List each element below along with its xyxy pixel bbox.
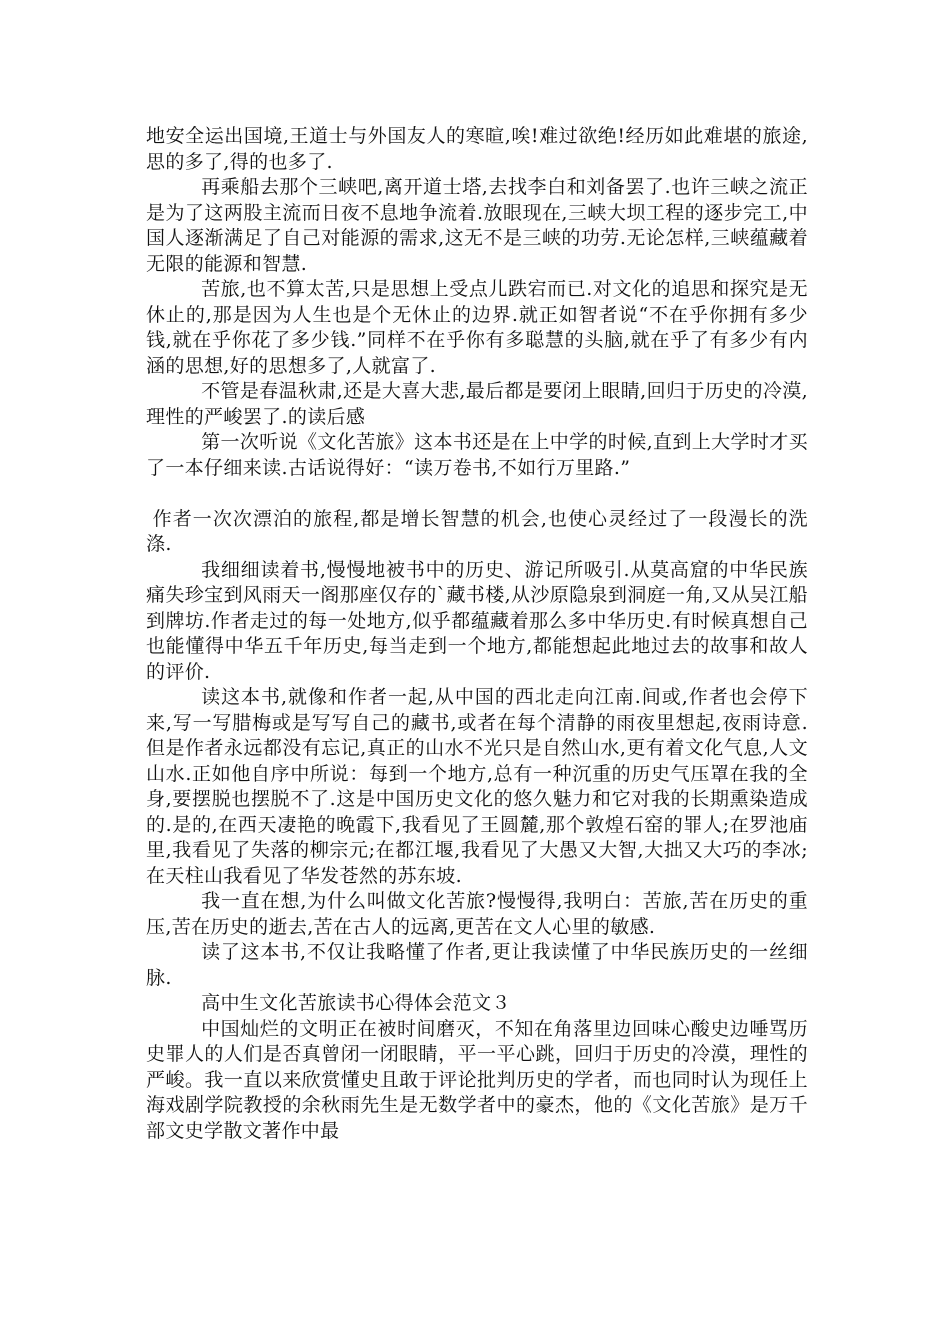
paragraph-continuation: 地安全运出国境,王道士与外国友人的寒暄,唉!难过欲绝!经历如此难堪的旅途,思的多了,得的也多了. <box>146 125 808 173</box>
paragraph-bitter-journey: 苦旅,也不算太苦,只是思想上受点儿跌宕而已.对文化的追思和探究是无休止的,那是因为人生也是个无休止的边界.就正如智者说“不在乎你拥有多少钱,就在乎你花了多少钱.”同样不在乎你有多聪慧的头脑,就在乎了有多少有内涵的思想,好的思想多了,人就富了. <box>146 278 808 377</box>
section-heading: 高中生文化苦旅读书心得体会范文３ <box>201 992 511 1014</box>
blank-line <box>146 481 808 507</box>
paragraph-after-reading: 读了这本书,不仅让我略懂了作者,更让我读懂了中华民族历史的一丝细脉. <box>146 941 808 989</box>
paragraph-three-gorges: 再乘船去那个三峡吧,离开道士塔,去找李白和刘备罢了.也许三峡之流正是为了这两股主流而日夜不息地争流着.放眼现在,三峡大坝工程的逐步完工,中国人逐渐满足了自己对能源的需求,这无不是三峡的功劳.无论怎样,三峡蕴藏着无限的能源和智慧. <box>146 176 808 275</box>
paragraph-reading-book: 读这本书,就像和作者一起,从中国的西北走向江南.间或,作者也会停下来,写一写腊梅或是写写自己的藏书,或者在每个清静的雨夜里想起,夜雨诗意.但是作者永远都没有忘记,真正的山水不光只是自然山水,更有着文化气息,人文山水.正如他自序中所说：每到一个地方,总有一种沉重的历史气压罩在我的全身,要摆脱也摆脱不了.这是中国历史文化的悠久魅力和它对我的长期熏染造成的.是的,在西天凄艳的晚霞下,我看见了王圆麓,那个敦煌石窑的罪人;在罗池庙里,我看见了失落的柳宗元;在都江堰,我看见了大愚又大智,大拙又大巧的李冰;在天柱山我看见了华发苍然的苏东坡. <box>146 686 808 887</box>
paragraph-first-heard: 第一次听说《文化苦旅》这本书还是在上中学的时候,直到上大学时才买了一本仔细来读.古话说得好：“读万卷书,不如行万里路.” <box>146 431 808 479</box>
paragraph-civilization: 中国灿烂的文明正在被时间磨灭，不知在角落里边回味心酸史边唾骂历史罪人的人们是否真曾闭一闭眼睛，平一平心跳，回归于历史的冷漠，理性的严峻。我一直以来欣赏懂史且敢于评论批判历史的学者，而也同时认为现任上海戏剧学院教授的余秋雨先生是无数学者中的豪杰，他的《文化苦旅》是万千部文史学散文著作中最 <box>146 1017 808 1142</box>
document-body <box>146 124 808 1144</box>
paragraph-why-bitter: 我一直在想,为什么叫做文化苦旅?慢慢得,我明白：苦旅,苦在历史的重压,苦在历史的逝去,苦在古人的远离,更苦在文人心里的敏感. <box>146 890 808 938</box>
paragraph-reading-carefully: 我细细读着书,慢慢地被书中的历史、游记所吸引.从莫高窟的中华民族痛失珍宝到风雨天一阁那座仅存的`藏书楼,从沙原隐泉到洞庭一角,又从吴江船到牌坊.作者走过的每一处地方,似乎都蕴藏着那么多中华历史.有时候真想自己也能懂得中华五千年历史,每当走到一个地方,都能想起此地过去的故事和故人的评价. <box>146 558 808 683</box>
paragraph-spring-autumn: 不管是春温秋肃,还是大喜大悲,最后都是要闭上眼睛,回归于历史的冷漠,理性的严峻罢了.的读后感 <box>146 380 808 428</box>
paragraph-author-journey: 作者一次次漂泊的旅程,都是增长智慧的机会,也使心灵经过了一段漫长的洗涤. <box>146 507 808 555</box>
